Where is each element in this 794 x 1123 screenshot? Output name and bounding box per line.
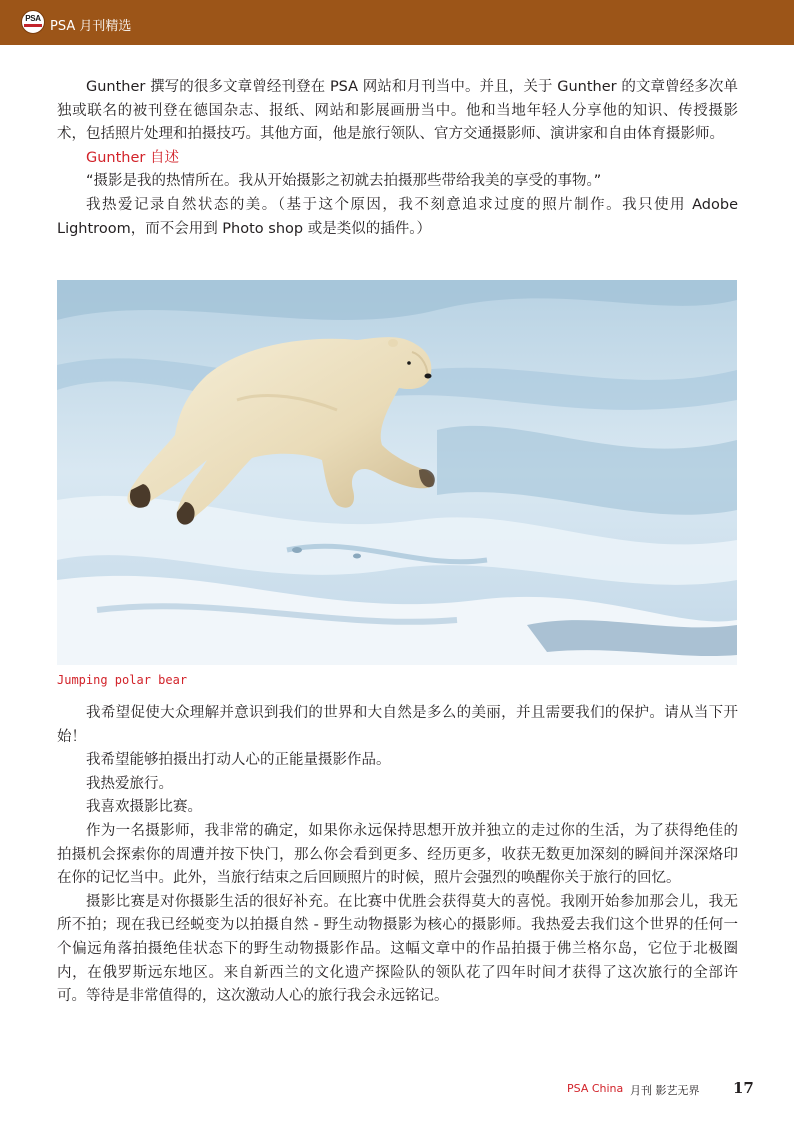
- article-body-bottom: [57, 702, 738, 1009]
- paragraph: 我热爱旅行。: [86, 775, 173, 792]
- paragraph: 我希望能够拍摄出打动人心的正能量摄影作品。: [86, 752, 391, 769]
- photo-caption: Jumping polar bear: [57, 673, 188, 687]
- paragraph: 我喜欢摄影比赛。: [86, 799, 202, 816]
- paragraph: 作为一名摄影师，我非常的确定，如果你永远保持思想开放并独立的走过你的生活，为了获得绝佳的拍摄机会探索你的周遭并按下快门，那么你会看到更多、经历更多，收获无数更加深刻的瞬间并深深烙印在你的记忆当中。此外，当旅行结束之后回顾照片的时候，照片会强烈的唤醒你关于旅行的回忆。: [57, 822, 738, 887]
- footer-magazine-name: 月刊 影艺无界: [630, 1084, 700, 1097]
- page-header: [0, 0, 794, 45]
- logo-band: [24, 24, 42, 27]
- paragraph: 我热爱记录自然状态的美。（基于这个原因，我不刻意追求过度的照片制作。我只使用 Adobe Lightroom，而不会用到 Photo shop 或是类似的插件。）: [57, 196, 738, 237]
- psa-logo-icon: [21, 10, 45, 34]
- paragraph: 摄影比赛是对你摄影生活的很好补充。在比赛中优胜会获得莫大的喜悦。我刚开始参加那会儿，我无所不拍；现在我已经蜕变为以拍摄自然 - 野生动物摄影为核心的摄影师。我热爱去我们这个世界的任何一个偏远角落拍摄绝佳状态下的野生动物摄影作品。这幅文章中的作品拍摄于佛兰格尔岛，它位于北极圈内，在俄罗斯远东地区。来自新西兰的文化遗产探险队的领队花了四年时间才获得了这次旅行的全部许可。等待是非常值得的，这次激动人心的旅行我会永远铭记。: [57, 893, 738, 1005]
- polar-bear-photo: [57, 280, 737, 665]
- logo-text: PSA: [25, 14, 41, 23]
- page-number: 17: [733, 1079, 754, 1097]
- header-title: PSA 月刊精选: [50, 19, 132, 34]
- section-subheading: Gunther 自述: [86, 149, 179, 166]
- article-body-top: [57, 76, 738, 241]
- footer-brand: PSA China: [567, 1082, 624, 1095]
- paragraph: Gunther 撰写的很多文章曾经刊登在 PSA 网站和月刊当中。并且，关于 Gunther 的文章曾经多次单独或联名的被刊登在德国杂志、报纸、网站和影展画册当中。他和当地年轻人分享他的知识、传授摄影术，包括照片处理和拍摄技巧。其他方面，他是旅行领队、官方交通摄影师、演讲家和自由体育摄影师。: [57, 79, 738, 143]
- paragraph: 我希望促使大众理解并意识到我们的世界和大自然是多么的美丽，并且需要我们的保护。请从当下开始！: [57, 705, 738, 745]
- quote-paragraph: “摄影是我的热情所在。我从开始摄影之初就去拍摄那些带给我美的享受的事物。”: [86, 173, 602, 190]
